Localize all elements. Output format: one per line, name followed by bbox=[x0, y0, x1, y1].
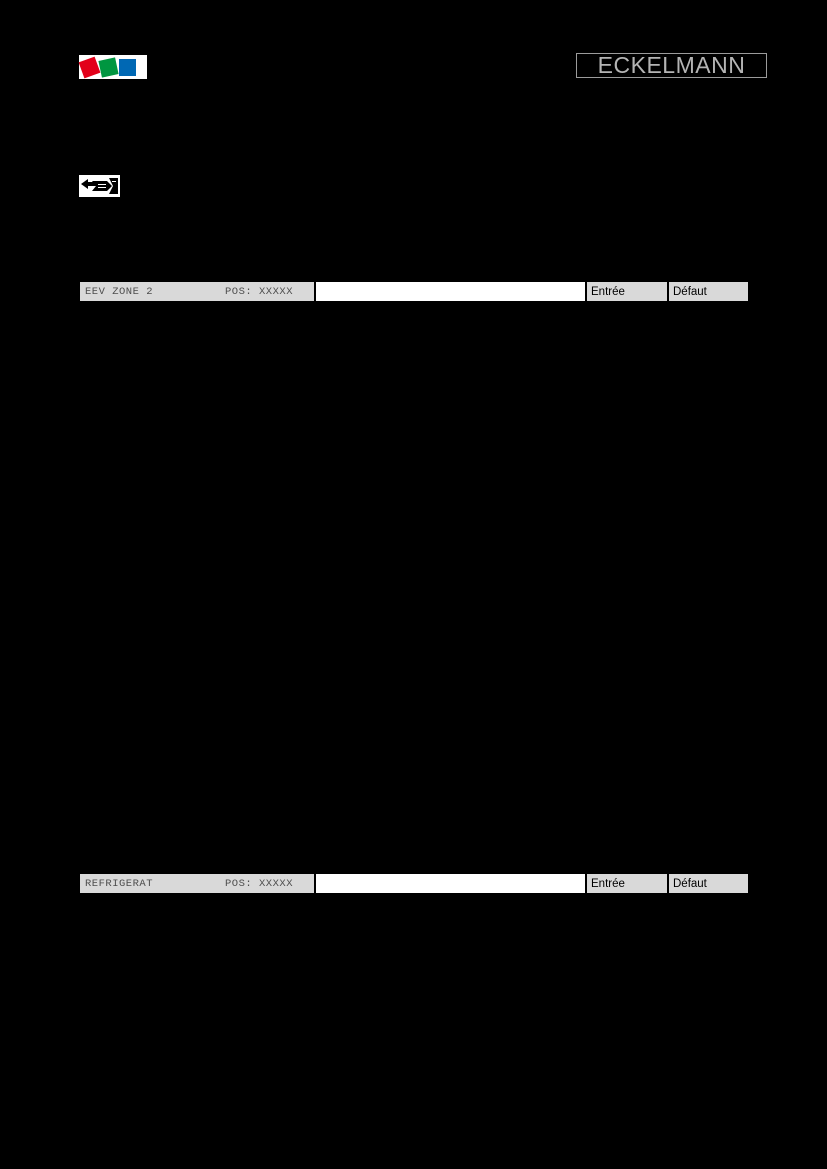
row-identifier-position: POS: XXXXX bbox=[224, 877, 293, 890]
logo-green-diamond-icon bbox=[98, 57, 118, 77]
logo-blue-square-icon bbox=[119, 59, 136, 76]
table-row bbox=[79, 281, 749, 302]
handshake-icon bbox=[79, 175, 120, 197]
row-identifier-cell bbox=[79, 873, 315, 894]
column-header-default: Défaut bbox=[668, 281, 749, 302]
row-blank-cell bbox=[315, 281, 586, 302]
column-header-input: Entrée bbox=[586, 281, 668, 302]
row-identifier-position: POS: XXXXX bbox=[224, 285, 293, 298]
column-header-input: Entrée bbox=[586, 873, 668, 894]
eckelmann-logo-mark bbox=[79, 55, 147, 79]
row-identifier-name: REFRIGERAT bbox=[85, 877, 154, 890]
column-header-default: Défaut bbox=[668, 873, 749, 894]
table-row bbox=[79, 873, 749, 894]
brand-wordmark: ECKELMANN bbox=[576, 53, 767, 78]
row-identifier-cell bbox=[79, 281, 315, 302]
logo-red-diamond-icon bbox=[79, 56, 101, 78]
row-identifier-name: EEV ZONE 2 bbox=[85, 285, 154, 298]
row-blank-cell bbox=[315, 873, 586, 894]
